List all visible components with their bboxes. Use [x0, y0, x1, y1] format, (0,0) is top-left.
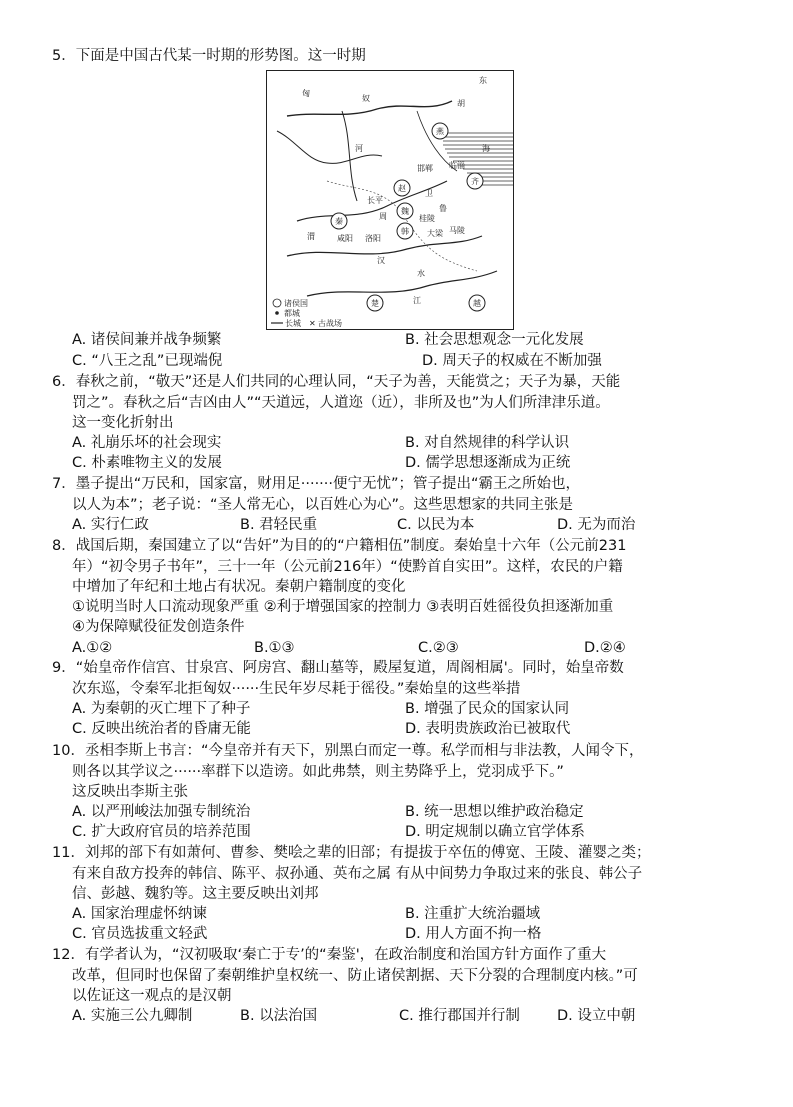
q12-stem-1: 12．有学者认为，“汉初吸取‘秦亡于专’的“秦鉴'，在政治制度和治国方针方面作了重大: [52, 947, 607, 963]
q8-option-c[interactable]: C.②③: [418, 640, 459, 656]
q10-option-d[interactable]: D. 明定规制以确立官学体系: [405, 824, 585, 840]
svg-text:汉: 汉: [377, 256, 385, 265]
q9-option-b[interactable]: B. 增强了民众的国家认同: [405, 701, 570, 717]
map-legend: [271, 298, 342, 328]
q11-stem-2: 有来自敌方投奔的韩信、陈平、叔孙通、英布之属 有从中间势力争取过来的张良、韩公子: [72, 866, 643, 882]
q7-option-c[interactable]: C. 以民为本: [397, 517, 475, 533]
q9-stem-2: 次东巡，令秦军北拒匈奴······生民年岁尽耗于徭役。”秦始皇的这些举措: [72, 681, 521, 697]
q5-option-b[interactable]: B. 社会思想观念一元化发展: [405, 332, 584, 348]
q7-option-b[interactable]: B. 君轻民重: [240, 517, 318, 533]
q9-option-d[interactable]: D. 表明贵族政治已被取代: [405, 721, 571, 737]
svg-text:魏: 魏: [401, 207, 409, 216]
q7-stem-2: 以人为本”；老子说：“圣人常无心，以百姓心为心”。这些思想家的共同主张是: [72, 497, 574, 513]
q9-option-c[interactable]: C. 反映出统治者的昏庸无能: [72, 721, 251, 737]
q7-option-a[interactable]: A. 实行仁政: [72, 517, 149, 533]
great-wall-line: [287, 101, 452, 116]
q8-statements-2: ④为保障赋役征发创造条件: [72, 619, 245, 635]
q10-option-b[interactable]: B. 统一思想以维护政治稳定: [405, 804, 584, 820]
q8-option-b[interactable]: B.①③: [254, 640, 295, 656]
q10-stem-3: 这反映出李斯主张: [72, 784, 188, 800]
q5-stem: 5．下面是中国古代某一时期的形势图。这一时期: [52, 48, 366, 64]
q8-stem-2: 年）“初令男子书年”，三十一年（公元前216年）“使黔首自实田”。这样，农民的户籍: [72, 559, 623, 575]
legend-capital-icon: [275, 311, 279, 315]
q11-option-d[interactable]: D. 用人方面不拘一格: [405, 926, 542, 942]
q12-option-c[interactable]: C. 推行郡国并行制: [399, 1008, 520, 1024]
legend-state-icon: [273, 299, 281, 307]
q11-option-c[interactable]: C. 官员选拔重文轻武: [72, 926, 208, 942]
svg-text:古战场: 古战场: [318, 319, 342, 328]
q6-option-a[interactable]: A. 礼崩乐坏的社会现实: [72, 435, 222, 451]
svg-text:都城: 都城: [284, 309, 300, 318]
q10-option-a[interactable]: A. 以严刑峻法加强专制统治: [72, 804, 251, 820]
svg-text:韩: 韩: [401, 227, 409, 236]
q6-option-d[interactable]: D. 儒学思想逐渐成为正统: [405, 455, 571, 471]
q5-option-d[interactable]: D. 周天子的权威在不断加强: [422, 353, 602, 369]
q10-stem-1: 10．丞相李斯上书言：“今皇帝并有天下，别黑白而定一尊。私学而相与非法教，人闻令下，: [52, 743, 644, 759]
q9-stem-1: 9．“始皇帝作信宫、甘泉宫、阿房宫、翻山墓等，殿屋复道，周阁相属'。同时，始皇帝数: [52, 660, 624, 676]
svg-text:秦: 秦: [335, 217, 343, 226]
q8-stem-1: 8．战国后期，秦国建立了以“告奸”为目的的“户籍相伍”制度。秦始皇十六年（公元前231: [52, 538, 627, 554]
q12-option-a[interactable]: A. 实施三公九卿制: [72, 1008, 193, 1024]
q8-statements-1: ①说明当时人口流动现象严重 ②利于增强国家的控制力 ③表明百姓徭役负担逐渐加重: [72, 599, 614, 615]
border-line: [277, 131, 382, 163]
svg-text:长平: 长平: [367, 196, 383, 205]
q5-option-a[interactable]: A. 诸侯间兼并战争频繁: [72, 332, 222, 348]
svg-text:鲁: 鲁: [439, 204, 447, 213]
q11-stem-1: 11．刘邦的部下有如萧何、曹参、樊哙之辈的旧部；有提拔于卒伍的傅宽、王陵、灌婴之类；: [52, 845, 651, 861]
svg-text:燕: 燕: [436, 127, 444, 136]
q9-option-a[interactable]: A. 为秦朝的灭亡埋下了种子: [72, 701, 251, 717]
q8-option-d[interactable]: D.②④: [584, 640, 626, 656]
svg-text:大梁: 大梁: [427, 229, 443, 238]
svg-text:邯郸: 邯郸: [417, 164, 433, 173]
q6-stem-2: 罚之”。春秋之后“吉凶由人”“天道远，人道迩（近），非所及也”为人们所津津乐道。: [72, 395, 610, 411]
svg-text:临淄: 临淄: [449, 161, 465, 170]
q11-option-a[interactable]: A. 国家治理虚怀纳谏: [72, 906, 207, 922]
svg-text:诸侯国: 诸侯国: [284, 299, 308, 308]
svg-text:长城: 长城: [285, 319, 301, 328]
q6-stem-3: 这一变化折射出: [72, 415, 174, 431]
svg-text:齐: 齐: [471, 177, 479, 186]
svg-text:桂陵: 桂陵: [419, 214, 435, 223]
q10-option-c[interactable]: C. 扩大政府官员的培养范围: [72, 824, 251, 840]
han-river: [287, 236, 482, 256]
svg-text:江: 江: [413, 296, 421, 305]
q5-option-c[interactable]: C. “八王之乱”已现端倪: [72, 353, 223, 369]
svg-text:渭: 渭: [307, 232, 315, 241]
q11-stem-3: 信、彭越、魏豹等。这主要反映出刘邦: [72, 886, 319, 902]
svg-text:匈: 匈: [302, 89, 310, 98]
legend-battle-icon: ✕: [309, 319, 316, 328]
q10-stem-2: 则各以其学议之······率群下以造谤。如此弗禁，则主势降乎上，党羽成乎下。”: [72, 764, 564, 780]
svg-text:河: 河: [355, 144, 363, 153]
q11-option-b[interactable]: B. 注重扩大统治疆域: [405, 906, 541, 922]
svg-text:周: 周: [379, 212, 387, 221]
svg-text:楚: 楚: [371, 299, 379, 308]
q8-stem-3: 中增加了年纪和土地占有状况。秦朝户籍制度的变化: [72, 579, 406, 595]
q12-stem-3: 以佐证这一观点的是汉朝: [72, 988, 232, 1004]
svg-text:咸阳: 咸阳: [337, 234, 353, 243]
map-drawing: [267, 71, 513, 329]
q6-option-b[interactable]: B. 对自然规律的科学认识: [405, 435, 570, 451]
q12-stem-2: 改革，但同时也保留了秦朝维护皇权统一、防止诸侯割据、天下分裂的合理制度内核。”可: [72, 968, 638, 984]
svg-text:水: 水: [417, 269, 425, 278]
q7-option-d[interactable]: D. 无为而治: [557, 517, 636, 533]
q7-stem-1: 7．墨子提出“万民和，国家富，财用足·······便宁无忧”；管子提出“霸王之所始也，: [52, 476, 581, 492]
q6-option-c[interactable]: C. 朴素唯物主义的发展: [72, 455, 222, 471]
svg-text:卫: 卫: [425, 189, 433, 198]
yangtze-river: [307, 271, 497, 296]
svg-text:东: 东: [479, 76, 487, 85]
q12-option-d[interactable]: D. 设立中朝: [557, 1008, 636, 1024]
svg-text:胡: 胡: [457, 99, 465, 108]
q12-option-b[interactable]: B. 以法治国: [240, 1008, 318, 1024]
q8-option-a[interactable]: A.①②: [72, 640, 113, 656]
svg-text:越: 越: [473, 299, 481, 308]
q6-stem-1: 6．春秋之前，“敬天”还是人们共同的心理认同，“天子为善，天能赏之；天子为暴，天能: [52, 374, 621, 390]
warring-states-map: [266, 70, 514, 330]
svg-text:奴: 奴: [362, 94, 370, 103]
svg-text:海: 海: [482, 144, 490, 153]
svg-text:赵: 赵: [398, 184, 406, 193]
svg-text:马陵: 马陵: [449, 226, 465, 235]
svg-text:洛阳: 洛阳: [365, 234, 381, 243]
